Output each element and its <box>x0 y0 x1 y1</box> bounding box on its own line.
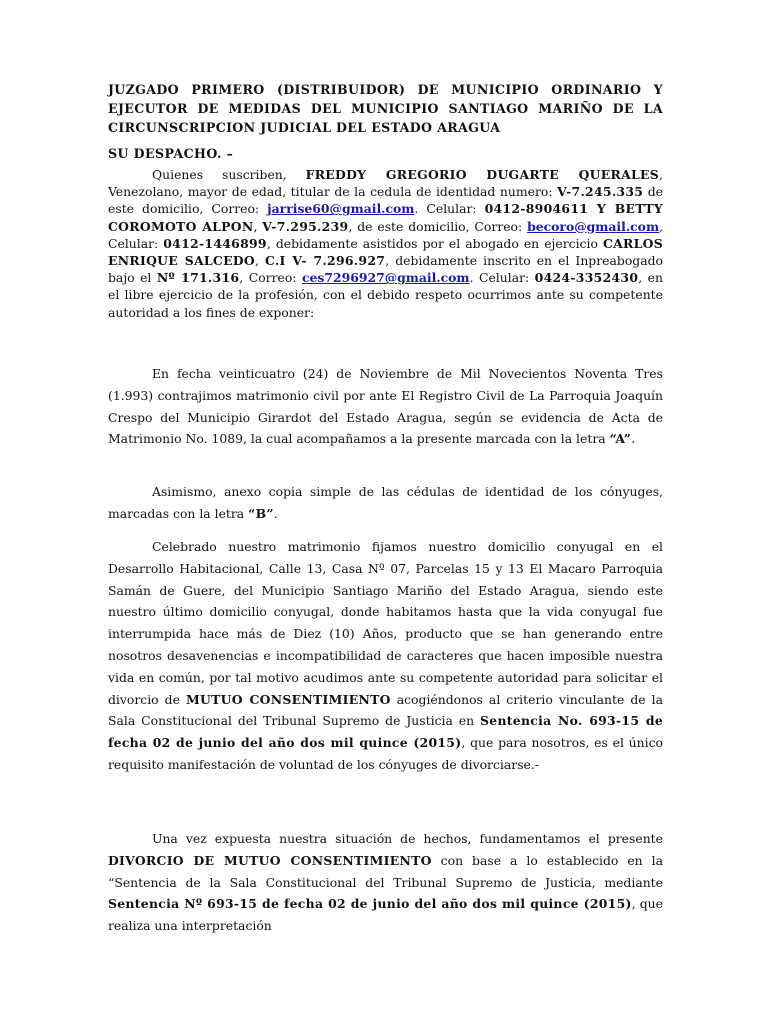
paragraph-text: Una vez expuesta nuestra situación de hechos, fundamentamos el presente <box>152 831 663 846</box>
paragraph-annex <box>108 481 663 525</box>
sentence-reference: Sentencia Nº 693-15 de fecha 02 de junio del año dos mil quince (2015) <box>108 896 632 912</box>
paragraph-domicile <box>108 536 663 776</box>
court-heading <box>108 80 663 137</box>
paragraph-text: con base a lo establecido en la “Sentencia de la Sala Constitucional del Tribunal Supremo de Justicia, mediante <box>108 852 663 890</box>
paragraph-text: Celebrado nuestro matrimonio fijamos nuestro domicilio conyugal en el Desarrollo Habitacional, Calle 13, Casa Nº 07, Parcelas 15 y 13 El Macaro Parroquia Samán de Guere, del Municipio Santiago Mariño del Estado Aragua, siendo este nuestro último domicilio conyugal, donde habitamos hasta que la vida conyugal fue interrumpida hace más de Diez (10) Años, producto que se han generando entre nosotros desavenencias e incompatibilidad de caracteres que hacen imposible nuestra vida en común, por tal motivo acudimos ante su competente autoridad para solicitar el divorcio de <box>108 539 663 707</box>
applicant-name-1: FREDDY GREGORIO DUGARTE QUERALES <box>305 167 660 182</box>
paragraph-marriage <box>108 363 663 450</box>
sentence-reference: Sentencia No. 693-15 de fecha 02 de junio del año dos mil quince (2015) <box>108 713 663 751</box>
intro-text: , debidamente asistidos por el abogado en ejercicio <box>266 235 603 251</box>
intro-paragraph <box>108 166 663 321</box>
heading-line-2: EJECUTOR DE MEDIDAS DEL MUNICIPIO SANTIAGO MARIÑO DE LA <box>108 101 663 116</box>
email-link-3[interactable]: ces7296927@gmail.com <box>301 270 470 286</box>
intro-text: , Celular: <box>108 218 664 251</box>
intro-text: , Venezolano, mayor de edad, titular de la cedula de identidad numero: <box>108 167 663 200</box>
annex-mark-a: “A” <box>609 431 632 447</box>
paragraph-text: acogiéndonos al criterio vinculante de la Sala Constitucional del Tribunal Supremo de Justicia en <box>108 691 663 729</box>
lawyer-id: C.I V- 7.296.927 <box>264 253 386 269</box>
bold-term: MUTUO CONSENTIMIENTO <box>185 691 391 707</box>
lawyer-name: CARLOS ENRIQUE SALCEDO <box>108 235 663 269</box>
salutation: SU DESPACHO. – <box>108 146 234 161</box>
bold-term: DIVORCIO DE MUTUO CONSENTIMIENTO <box>108 852 432 868</box>
intro-text: Quienes suscriben, <box>152 167 306 182</box>
intro-text: , en el libre ejercicio de la profesión, con el debido respeto ocurrimos ante su competente autoridad a los fines de exponer: <box>108 270 663 320</box>
paragraph-text: . <box>273 505 278 521</box>
phone-number-3: 0424-3352430 <box>534 270 639 286</box>
intro-text: , <box>253 218 263 234</box>
paragraph-text: En fecha veinticuatro (24) de Noviembre de Mil Novecientos Noventa Tres (1.993) contrajimos matrimonio civil por ante El Registro Civil de La Parroquia Joaquín Crespo del Municipio Girardot del Estado Aragua, según se evidencia de Acta de Matrimonio No. 1089, la cual acompañamos a la presente marcada con la letra <box>108 366 663 447</box>
paragraph-text: Asimismo, anexo copia simple de las cédulas de identidad de los cónyuges, marcadas con la letra <box>108 484 663 521</box>
intro-text: de este domicilio, Correo: <box>108 184 664 217</box>
intro-text: , <box>254 253 265 269</box>
id-number-1: V-7.245.335 <box>557 184 644 200</box>
intro-text: , Correo: <box>239 270 302 286</box>
heading-line-3: CIRCUNSCRIPCION JUDICIAL DEL ESTADO ARAGUA <box>108 120 501 135</box>
inpreabogado-number: Nº 171.316 <box>156 270 240 286</box>
intro-text: , de este domicilio, Correo: <box>348 218 528 234</box>
email-link-2[interactable]: becoro@gmail.com <box>527 218 660 234</box>
paragraph-grounds <box>108 828 663 937</box>
intro-text: . Celular: <box>469 270 535 286</box>
annex-mark-b: “B” <box>248 505 274 521</box>
heading-line-1: JUZGADO PRIMERO (DISTRIBUIDOR) DE MUNICIPIO ORDINARIO Y <box>108 82 663 97</box>
intro-text: . Celular: <box>414 201 485 217</box>
paragraph-text: , que para nosotros, es el único requisito manifestación de voluntad de los cónyuges de divorciarse.- <box>108 735 663 772</box>
phone-and-applicant-2: 0412-8904611 Y BETTY COROMOTO ALPON <box>108 201 663 234</box>
id-number-2: V-7.295.239 <box>262 218 349 234</box>
phone-number-2: 0412-1446899 <box>163 235 267 251</box>
intro-text: , debidamente inscrito en el Inpreabogado bajo el <box>108 253 663 286</box>
paragraph-text: . <box>631 431 636 447</box>
email-link-1[interactable]: jarrise60@gmail.com <box>267 201 415 217</box>
paragraph-text: , que realiza una interpretación <box>108 896 664 934</box>
